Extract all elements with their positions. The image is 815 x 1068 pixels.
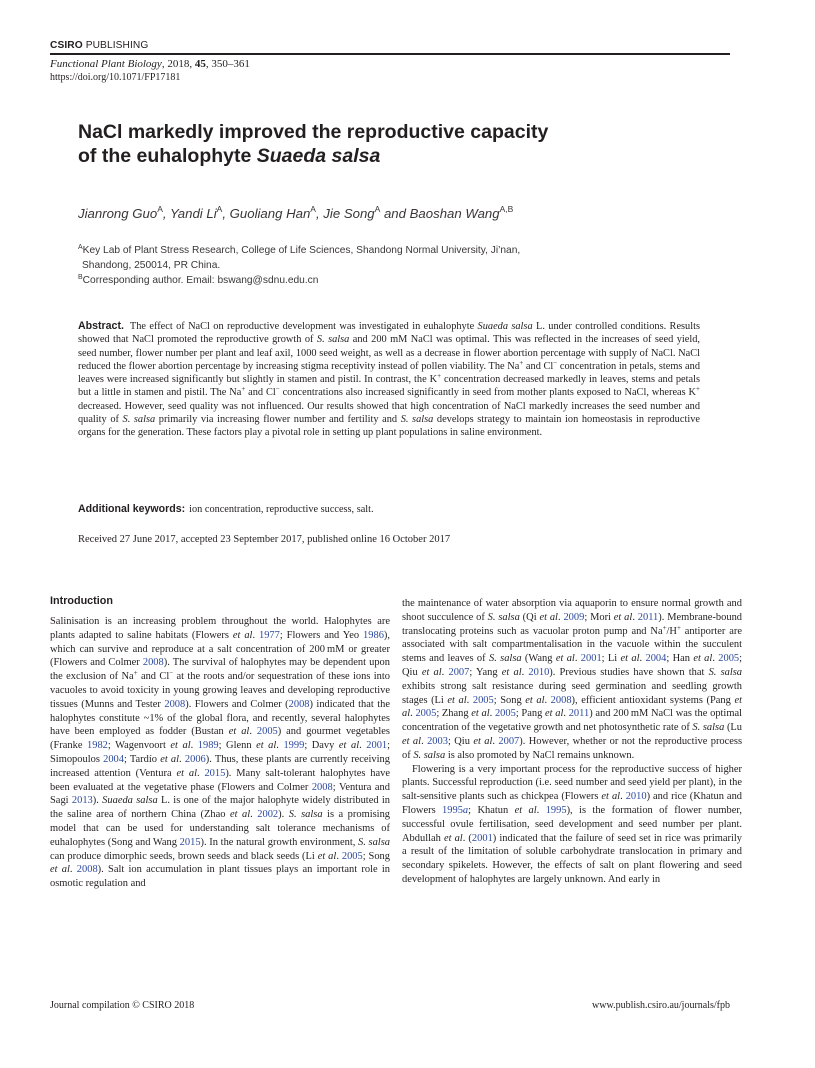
keywords-label: Additional keywords: — [78, 503, 186, 515]
citation-link[interactable]: 2004 — [645, 653, 667, 665]
citation-link[interactable]: 2008 — [288, 698, 310, 710]
citation-link[interactable]: 2002 — [257, 809, 279, 821]
body-column-left — [50, 595, 390, 891]
publisher-bold: CSIRO — [50, 40, 83, 51]
author — [410, 206, 514, 221]
citation-link[interactable]: 2008 — [311, 781, 333, 793]
author-list — [78, 206, 513, 221]
author — [323, 206, 409, 221]
title-species: Suaeda salsa — [256, 145, 381, 167]
header-rule — [50, 53, 730, 55]
ion-charge: − — [275, 385, 280, 394]
journal-name: Functional Plant Biology — [50, 58, 162, 70]
author-sep: , — [315, 206, 324, 221]
abstract-text: develops strategy to maintain ion homeostasis in reproductive organs for the generation. These factors play a pivotal role in setting up plant populations in saline environment. — [78, 414, 700, 439]
abstract-text: concentration in petals, stems and leaves were increased significantly but slightly in stamen and pistil. In contrast, the K — [78, 360, 700, 386]
citation-link[interactable]: 2009 — [563, 611, 585, 623]
title-line-2-text: of the euhalophyte — [78, 145, 257, 167]
citation-link[interactable]: 1995 — [545, 804, 567, 816]
author-sep: , — [162, 206, 170, 221]
affiliation-mark: A — [310, 204, 316, 214]
ion-charge: + — [241, 385, 246, 394]
citation-link[interactable]: 1982 — [87, 740, 108, 752]
citation-link[interactable]: 2008 — [550, 694, 572, 706]
citation-link[interactable]: 2011 — [568, 708, 590, 720]
citation-link[interactable]: 2011 — [637, 611, 659, 623]
citation-link[interactable]: 1977 — [258, 629, 280, 641]
abstract-text: concentrations also increased significantly in seed from mother plants exposed to NaCl, whereas K — [279, 387, 697, 399]
species-name: S. salsa — [400, 414, 434, 426]
author-name: Yandi Li — [169, 206, 217, 221]
citation-link[interactable]: 2005 — [341, 850, 363, 862]
citation-link[interactable]: 2003 — [427, 735, 448, 747]
title-line-1: NaCl markedly improved the reproductive capacity — [78, 121, 549, 143]
abstract-text: concentration decreased markedly in leaves, stems and petals but a little in stamen and pistil. The Na — [78, 374, 700, 399]
citation-link[interactable]: 2015 — [179, 836, 201, 848]
species-name: S. salsa — [316, 334, 350, 346]
abstract-text: primarily via increasing flower number and fertility and — [155, 414, 401, 426]
affiliation-text: Shandong, 250014, PR China. — [82, 260, 221, 271]
affiliation-b — [78, 273, 520, 288]
citation-link[interactable]: 2005 — [256, 726, 278, 738]
author — [230, 206, 324, 221]
citation-link[interactable]: 2005 — [718, 653, 740, 665]
author — [78, 206, 170, 221]
species-name: S. salsa — [122, 414, 156, 426]
abstract-text: and Cl — [245, 387, 276, 399]
received-dates: Received 27 June 2017, accepted 23 September 2017, published online 16 October 2017 — [78, 534, 451, 545]
journal-pages: , 350–361 — [205, 58, 250, 70]
ion-charge: + — [437, 372, 442, 381]
citation-link[interactable]: 1986 — [363, 629, 384, 641]
citation-link[interactable]: 2007 — [448, 666, 470, 678]
citation-link[interactable]: 1989 — [197, 740, 219, 752]
article-title — [78, 120, 638, 168]
keywords-text: ion concentration, reproductive success, salt. — [189, 504, 374, 515]
citation-link[interactable]: 2015 — [204, 767, 226, 779]
affiliation-a — [78, 243, 520, 258]
abstract — [78, 320, 700, 440]
paragraph: Salinisation is an increasing problem throughout the world. Halophytes are plants adapted to saline habitats (Flowers et al. 1977; Flowers and Yeo 1986), which can survive and reproduce at a salt concentration of 200 mM or greater (Flowers and Colmer 2008). The survival of halophytes may be dependent upon the exclusion of Na+ and Cl− at the roots and/or sequestration of these ions into vacuoles to avoid toxicity in young growing leaves and developing reproductive tissues (Munns and Tester 2008). Flowers and Colmer (2008) indicated that the halophytes constitute ~1% of the global flora, and recently, several halophytes have been employed as fodder (Bustan et al. 2005) and gourmet vegetables (Franke 1982; Wagenvoort et al. 1989; Glenn et al. 1999; Davy et al. 2001; Simopoulos 2004; Tardío et al. 2006). Thus, these plants are currently receiving increased attention (Ventura et al. 2015). Many salt-tolerant halophytes have been evaluated at the vegetative phase (Flowers and Colmer 2008; Ventura and Sagi 2013). Suaeda salsa L. is one of the major halophyte widely distributed in the saline area of northern China (Zhao et al. 2002). S. salsa is a promising model that can be used for understanding salt tolerance mechanisms of euhalophytes (Song and Wang 2015). In the natural growth environment, S. salsa can produce dimorphic seeds, brown seeds and black seeds (Li et al. 2005; Song et al. 2008). Salt ion accumulation in plant tissues plays an important role in osmotic regulation and — [50, 616, 391, 890]
author-sep: and — [380, 206, 410, 221]
species-name: Suaeda salsa — [477, 321, 533, 332]
author-name: Jie Song — [323, 206, 375, 221]
journal-volume: 45 — [194, 58, 206, 70]
ion-charge: − — [553, 358, 558, 367]
author-sep: , — [222, 206, 230, 221]
affiliation-mark: A — [374, 204, 381, 214]
citation-link[interactable]: 2008 — [164, 698, 186, 710]
affiliation-mark: A,B — [499, 204, 514, 214]
citation-link[interactable]: 1995a — [442, 804, 469, 816]
publisher-label — [50, 40, 148, 51]
doi-link[interactable]: https://doi.org/10.1071/FP17181 — [50, 72, 181, 83]
abstract-text: The effect of NaCl on reproductive development was investigated in euhalophyte — [129, 321, 478, 332]
affiliations — [78, 243, 520, 288]
abstract-text: L. under controlled conditions. Results showed that NaCl promoted the reproductive growth of — [78, 321, 701, 346]
affiliation-text: Key Lab of Plant Stress Research, College of Life Sciences, Shandong Normal University, Ji’nan, — [82, 245, 521, 256]
footer-journal-url[interactable]: www.publish.csiro.au/journals/fpb — [592, 1000, 730, 1011]
abstract-text: and 200 mM NaCl was optimal. This was reflected in the increases of seed yield, seed number, flower number per plant and leaf axil, 1000 seed weight, as well as a decrease in flower abortion percentage with supply of NaCl. NaCl reduced the flower abortion percentage by increasing stigma receptivity instead of pollen viability. The Na — [78, 334, 700, 372]
publisher-rest: PUBLISHING — [82, 40, 149, 51]
title-line-2 — [78, 144, 638, 168]
journal-year: , 2018, — [161, 58, 195, 70]
citation-link[interactable]: 2010 — [625, 791, 647, 803]
section-heading: Introduction — [50, 595, 113, 607]
affiliation-mark: B — [78, 274, 83, 281]
corresponding-author: Corresponding author. Email: bswang@sdnu.edu.cn — [82, 275, 319, 286]
citation-link[interactable]: 2008 — [76, 864, 98, 876]
citation-link[interactable]: 2007 — [498, 735, 520, 747]
citation-link[interactable]: 1999 — [283, 740, 305, 752]
ion-charge: + — [696, 385, 700, 394]
footer-copyright: Journal compilation © CSIRO 2018 — [50, 1000, 195, 1011]
author-name: Guoliang Han — [229, 206, 311, 221]
citation-link[interactable]: 2008 — [142, 657, 164, 669]
journal-citation — [50, 58, 250, 70]
author-name: Jianrong Guo — [78, 206, 158, 221]
abstract-label: Abstract. — [78, 320, 124, 332]
citation-link[interactable]: 2005 — [472, 694, 494, 706]
citation-link[interactable]: 2013 — [71, 795, 93, 807]
abstract-text: and Cl — [523, 360, 554, 372]
affiliation-mark: A — [78, 244, 83, 251]
paragraph: Flowering is a very important process for the reproductive success of higher plants. Successful reproduction (i.e. seed number and seed yield per plant), in the salt-sensitive plants such as chickpea (Flowers et al. 2010) and rice (Khatun and Flowers 1995a; Khatun et al. 1995), is the formation of flower number, successful ovule fertilisation, seed development and seed number per plant. Abdullah et al. (2001) indicated that the failure of seed set in rice was primarily a result of the limitation of soluble carbohydrate translocation in primary and secondary spikelets. However, the effects of salt on plant flowering and seed development of halophytes are largely unknown. And early in — [402, 763, 743, 885]
affiliation-mark: A — [157, 204, 163, 214]
affiliation-mark: A — [216, 204, 223, 214]
affiliation-a-cont — [78, 258, 520, 273]
paragraph: the maintenance of water absorption via aquaporin to ensure normal growth and shoot succulence of S. salsa (Qi et al. 2009; Mori et al. 2011). Membrane-bound translocating proteins such as vacuolar proton pump and Na+/H+ antiporter are associated with salt compartmentalisation in the vacuole within the succulent stems and leaves of S. salsa (Wang et al. 2001; Li et al. 2004; Han et al. 2005; Qiu et al. 2007; Yang et al. 2010). Previous studies have shown that S. salsa exhibits strong salt resistance during seed germination and seedling growth stages (Li et al. 2005; Song et al. 2008), efficient antioxidant systems (Pang et al. 2005; Zhang et al. 2005; Pang et al. 2011) and 200 mM NaCl was the optimal concentration of the vegetative growth and net photosynthetic rate of S. salsa (Lu et al. 2003; Qiu et al. 2007). However, whether or not the reproductive process of S. salsa is also promoted by NaCl remains unknown. — [402, 598, 743, 761]
author-name: Baoshan Wang — [409, 206, 500, 221]
citation-link[interactable]: 2010 — [528, 666, 550, 678]
author — [170, 206, 230, 221]
ion-charge: + — [519, 358, 524, 367]
citation-link[interactable]: 2006 — [184, 753, 206, 765]
body-column-right — [402, 597, 742, 887]
citation-link[interactable]: 2005 — [494, 708, 516, 720]
citation-link[interactable]: 2001 — [471, 832, 493, 844]
abstract-text: decreased. However, seed quality was not influenced. Our results showed that high concentration of NaCl markedly increases the seed number and quality of — [78, 400, 700, 426]
citation-link[interactable]: 2004 — [103, 753, 124, 765]
citation-link[interactable]: 2001 — [580, 653, 602, 665]
citation-link[interactable]: 2001 — [366, 740, 388, 752]
citation-link[interactable]: 2005 — [415, 708, 437, 720]
keywords — [78, 503, 374, 515]
